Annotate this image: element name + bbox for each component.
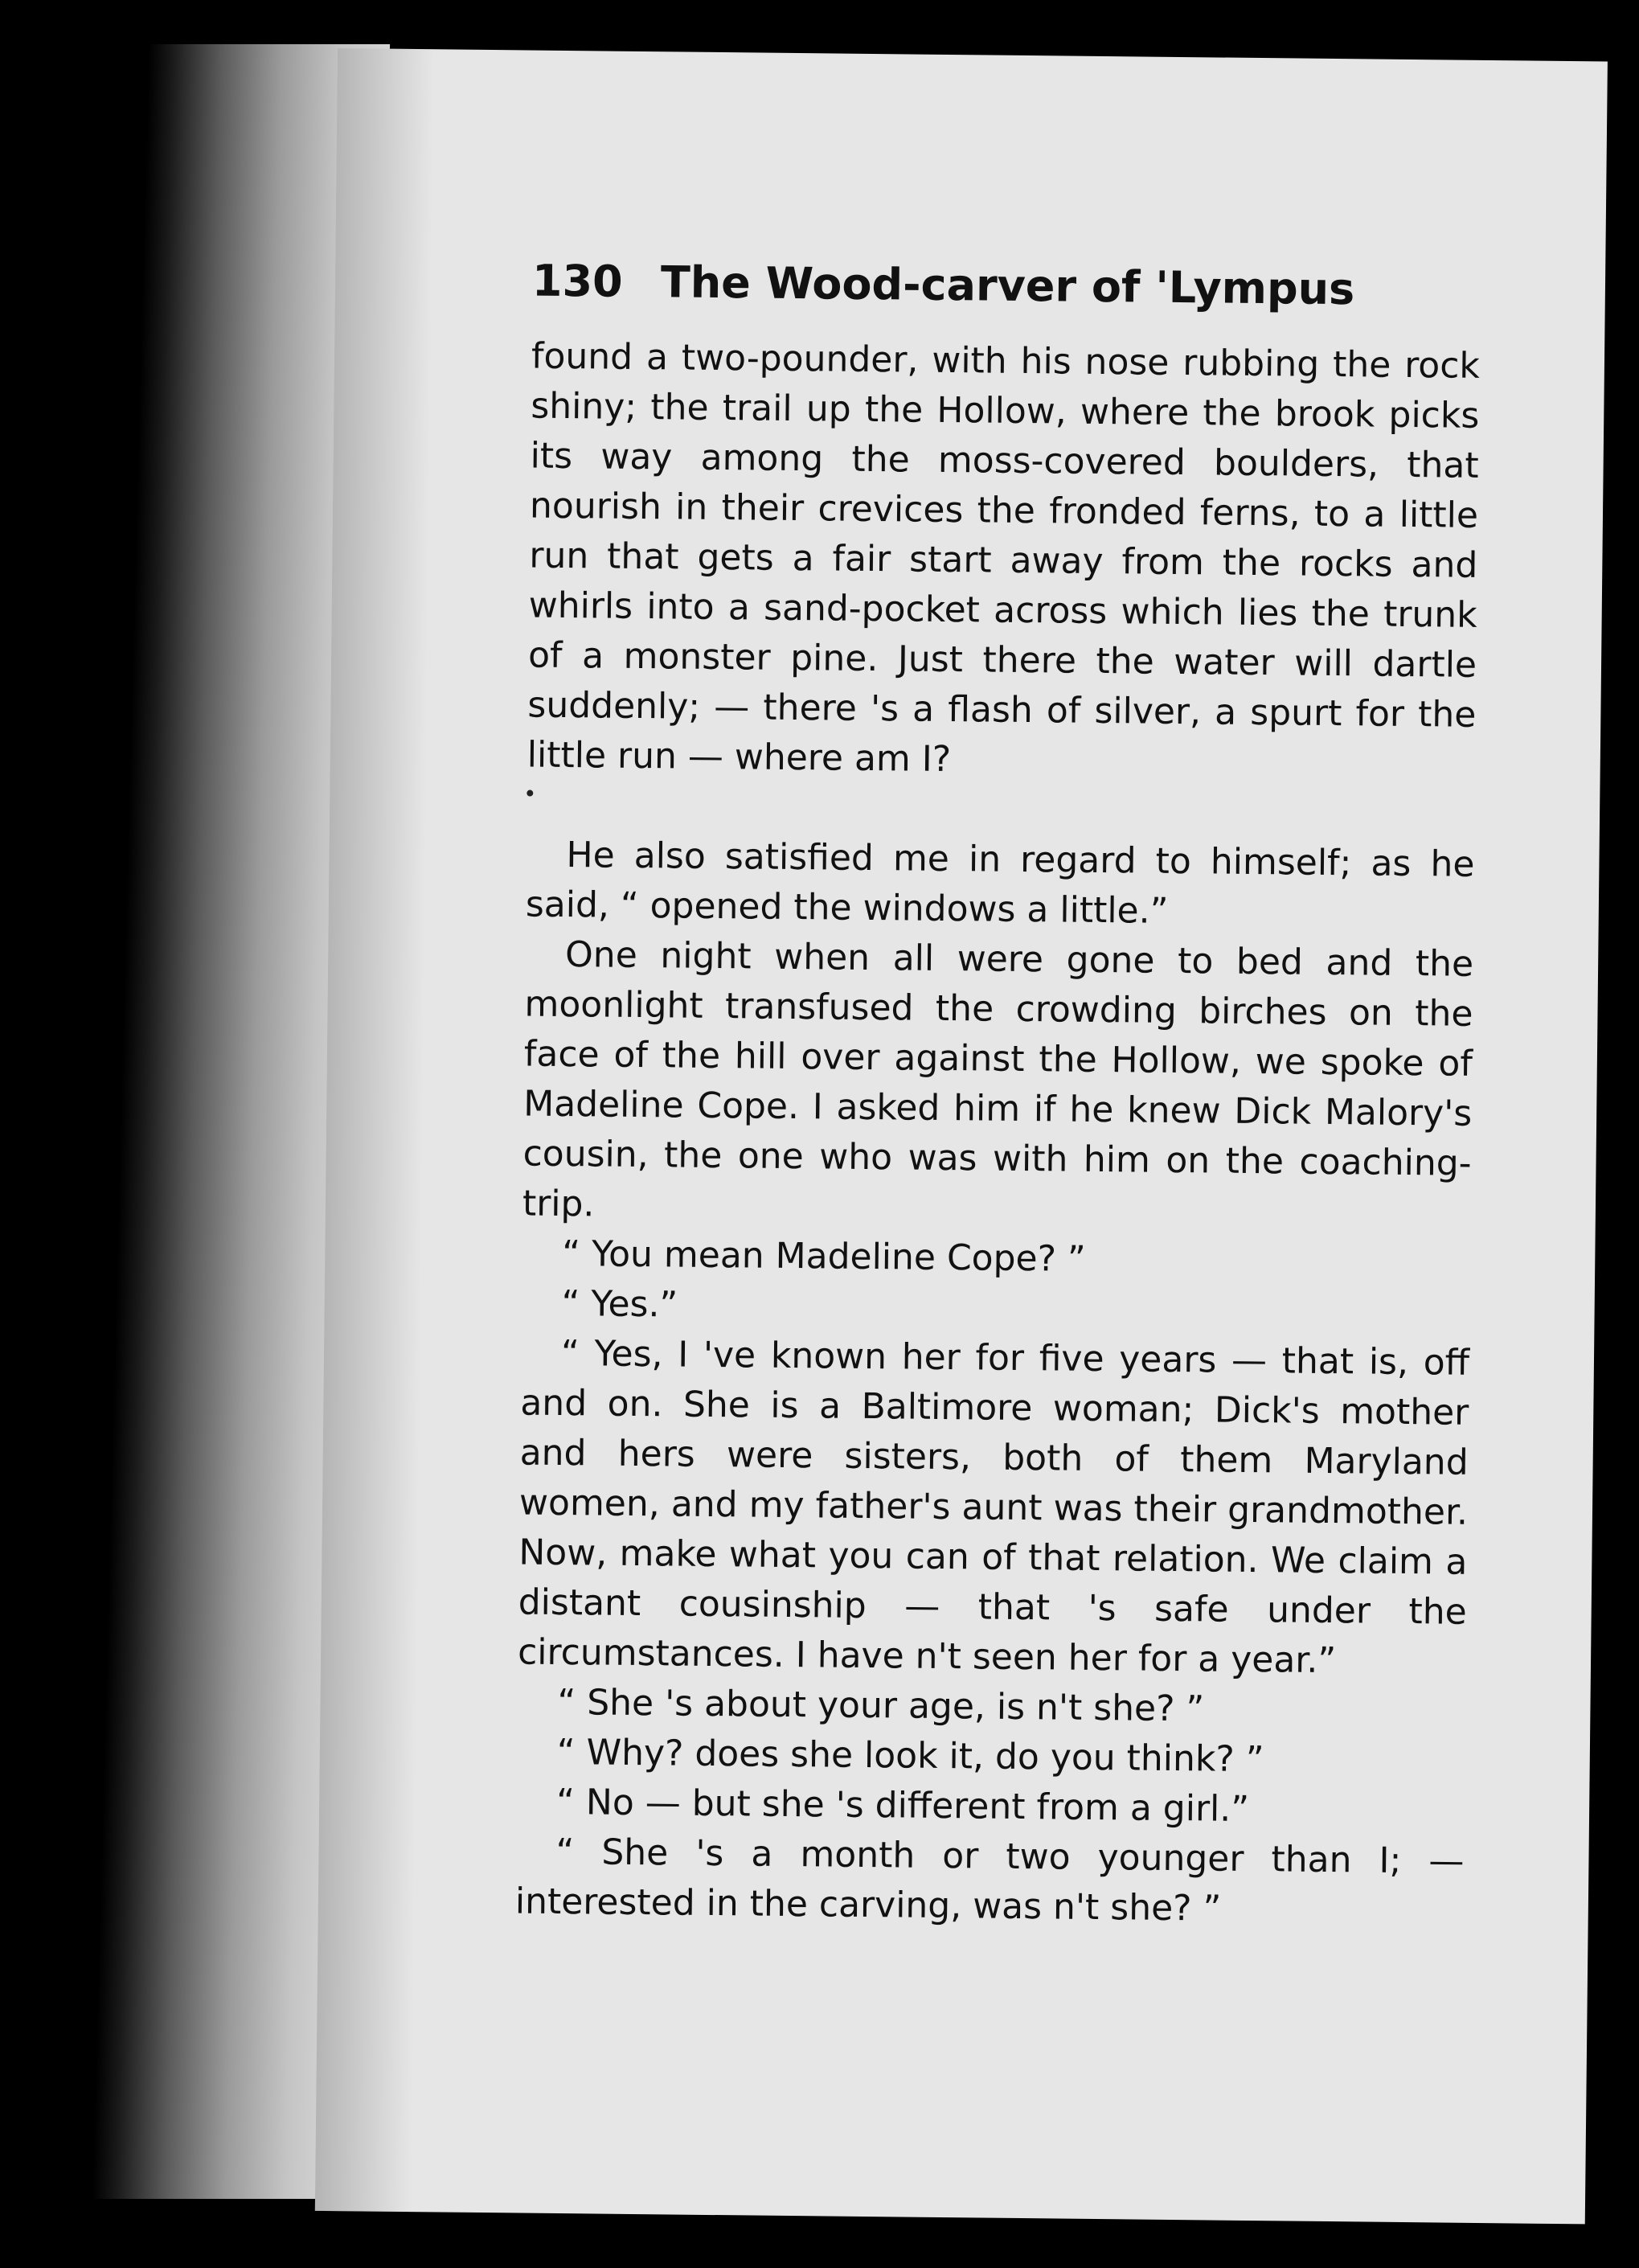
paragraph: “ Yes.” <box>561 1283 678 1326</box>
paragraph: found a two-pounder, with his nose rubbing the rock shiny; the trail up the Hollow, where the brook picks its way among the moss-covered boulders, that nourish in their crevices the fronded ferns, to a little run that gets a fair start away from the rocks and whirls into a sand-pocket across which lies the trunk of a monster pine. Just there the water will dartle suddenly; — there 's a flash of silver, a spurt for the little run — where am I? <box>527 335 1481 781</box>
paragraph: “ You mean Madeline Cope? ” <box>562 1233 1087 1280</box>
running-header <box>532 256 1417 316</box>
paragraph: One night when all were gone to bed and the moonlight transfused the crowding birches on the face of the hill over against the Hollow, we spoke of Madeline Cope. I asked him if he knew Dick Malory's cousin, the one who was with him on the coaching-trip. <box>522 934 1474 1225</box>
running-title: The Wood-carver of 'Lympus <box>660 256 1355 315</box>
page-number: 130 <box>531 255 624 307</box>
paragraph: “ No — but she 's different from a girl.” <box>555 1781 1250 1830</box>
paragraph: “ Why? does she look it, do you think? ” <box>556 1731 1264 1781</box>
paragraph: “ She 's about your age, is n't she? ” <box>557 1681 1205 1730</box>
paragraph: He also satisfied me in regard to himself; as he said, “ opened the windows a little.” <box>525 835 1475 932</box>
paragraph: “ Yes, I 've known her for five years — that is, off and on. She is a Baltimore woman; Dick's mother and hers were sisters, both of them Maryland women, and my father's aunt was their grandmother. Now, make what you can of that relation. We claim a distant cousinship — that 's safe under the circumstances. I have n't seen her for a year.” <box>517 1333 1470 1682</box>
book-page <box>315 48 1608 2224</box>
paragraph: “ She 's a month or two younger than I; — interested in the carving, was n't she? ” <box>514 1831 1465 1930</box>
page-body <box>515 332 1481 1937</box>
